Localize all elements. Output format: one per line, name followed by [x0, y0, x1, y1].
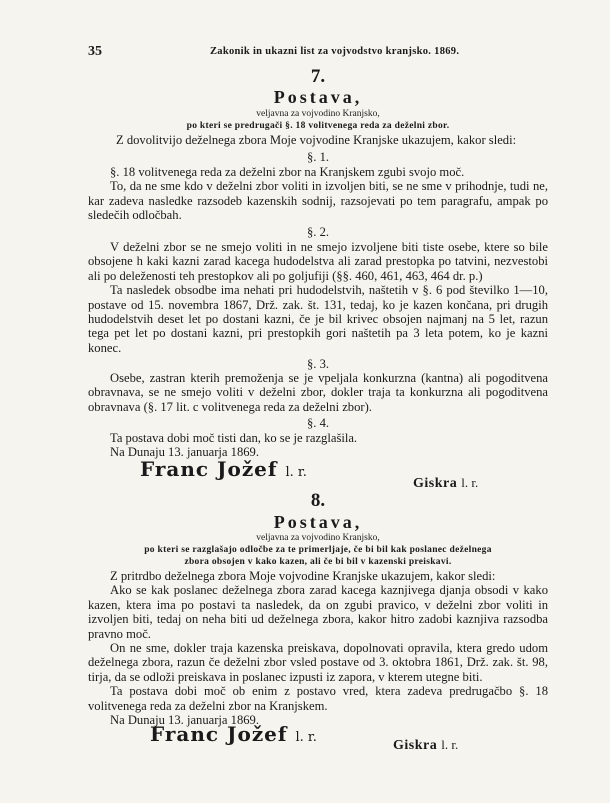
law8-lr-2: l. r.	[441, 737, 459, 752]
law8-body	[88, 569, 548, 727]
law7-section3-heading: §. 3.	[306, 357, 330, 371]
law8-paragraph2: On ne sme, dokler traja kazenska preiskava, dopolnovati opravila, ktera gredo udom deželnega zbora, razun če deželni zbor vsled postave od 3. oktobra 1861, Drž. zak. št. 98, tirja, da se odloži preiskava in poslanec izpusti iz zapora, v kterem utegne biti.	[88, 641, 548, 684]
law8-lr-1: l. r.	[295, 730, 317, 745]
running-title: Zakonik in ukazni list za vojvodstvo kranjsko. 1869.	[210, 46, 460, 57]
law7-section1	[88, 165, 548, 223]
law7-section1-heading: §. 1.	[306, 150, 330, 164]
law7-place-date: Na Dunaju 13. januarja 1869.	[110, 445, 259, 460]
law7-lr-1: l. r.	[285, 465, 307, 480]
law7-intro: Z dovolitvijo deželnega zbora Moje vojvodine Kranjske ukazujem, kakor sledi:	[116, 133, 517, 147]
law7-number: 7.	[310, 66, 326, 87]
law7-s1-paragraph2: To, da ne sme kdo v deželni zbor voliti in izvoljen biti, se ne sme v prihodnje, tudi ne, kar zadeva nasledke razsodeb kazenskih sodnij, razsojevati po tem paragrafu, ampak po sledečih odločbah.	[88, 179, 548, 223]
law7-section2	[88, 240, 548, 355]
law8-subtitle: veljavna za vojvodino Kranjsko,	[256, 533, 380, 543]
law7-section4	[88, 431, 548, 460]
law8-description-line1: po kteri se razglašajo odločbe za te primerljaje, če bi bil kak poslanec deželnega	[144, 545, 492, 555]
law8-place-date: Na Dunaju 13. januarja 1869.	[110, 713, 259, 728]
law7-lr-2: l. r.	[461, 475, 479, 490]
law7-section2-heading: §. 2.	[306, 225, 330, 239]
page-number: 35	[88, 44, 102, 59]
law8-title: Postava,	[273, 512, 363, 532]
law7-signature-giskra: Giskra l. r.	[413, 475, 479, 491]
law7-section3	[88, 371, 548, 414]
law7-subtitle: veljavna za vojvodino Kranjsko,	[256, 109, 380, 119]
law7-s2-paragraph2: Ta nasledek obsodbe ima nehati pri hudodelstvih, naštetih v §. 6 pod številko 1—10, postave od 15. novembra 1867, Drž. zak. št. 131, tedaj, ko je kazen končana, pri drugih hudodelstvih deset let po dostani kazni, če je bil krivec obsojen najmanj na 5 let, razun tega pet let po dostani kazni, pri prestopkih gori naštetih pa 3 leta potem, ko je kazni konec.	[88, 283, 548, 355]
law7-description: po kteri se predrugači §. 18 volitvenega reda za deželni zbor.	[186, 121, 450, 131]
law8-signature-franc-jozef: Franc Jožef l. r.	[150, 722, 317, 746]
law7-title: Postava,	[273, 87, 363, 107]
law7-s3-paragraph1: Osebe, zastran kterih premoženja se je vpeljala konkurzna (kantna) ali pogoditvena obravnava, se ne smejo voliti v deželni zbor, dokler traja ta konkurzna ali pogoditvena obravnava (§. 17 lit. c volitvenega reda za deželni zbor).	[88, 371, 548, 414]
law7-signature-franc-jozef: Franc Jožef l. r.	[140, 457, 307, 481]
law8-paragraph3: Ta postava dobi moč ob enim z postavo vred, ktera zadeva predrugačbo §. 18 volitvenega reda za deželni zbor na Kranjskem.	[88, 684, 548, 713]
law7-s4-paragraph1: Ta postava dobi moč tisti dan, ko se je razglašila.	[110, 431, 358, 445]
law8-signature-giskra: Giskra l. r.	[393, 737, 459, 753]
law8-intro: Z pritrdbo deželnega zbora Moje vojvodine Kranjske ukazujem, kakor sledi:	[110, 569, 496, 583]
law7-s2-paragraph1: V deželni zbor se ne smejo voliti in ne smejo izvoljene biti tiste osebe, ktere so bile obsojene h kaki kazni zarad kacega hudodelstva ali zarad prestopka po tatvini, nezvestobi ali po deleženosti teh prestopkov ali po goljufiji (§§. 460, 461, 463, 464 dr. p.)	[88, 240, 548, 283]
page-header	[0, 44, 610, 60]
law7-section4-heading: §. 4.	[306, 416, 330, 430]
law8-paragraph1: Ako se kak poslanec deželnega zbora zarad kacega kaznjivega djanja obsodi v kako kazen, ktera ima po postavi ta nasledek, da on zgubi pravico, v deželni zbor voliti in izvoljen biti, tedaj on neha biti ud deželnega zbora, kakor hitro zadobi kaznjiva razsodba pravno moč.	[88, 583, 548, 641]
law8-description-line2: zbora obsojen v kako kazen, ali če bi bil v kazenski preiskavi.	[184, 557, 452, 567]
law7-s1-paragraph1: §. 18 volitvenega reda za deželni zbor na Kranjskem zgubi svojo moč.	[110, 165, 465, 179]
law8-number: 8.	[310, 490, 326, 511]
